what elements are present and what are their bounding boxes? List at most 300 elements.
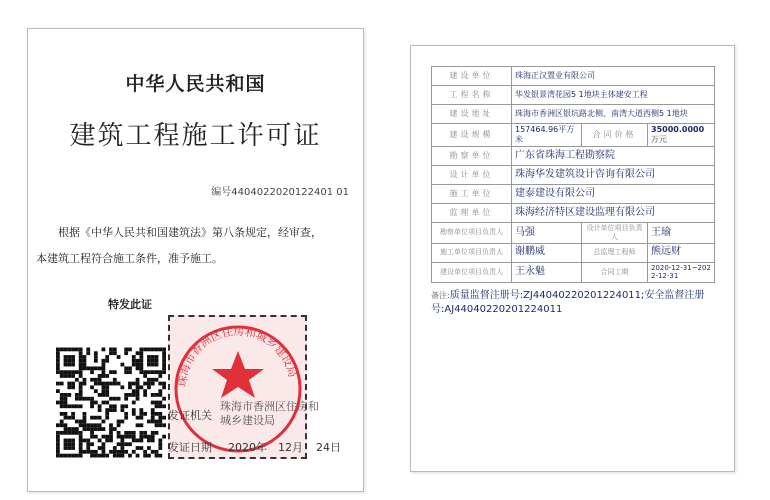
qr-module [124, 393, 128, 397]
qr-module [56, 439, 60, 443]
qr-module [56, 366, 60, 370]
qr-module [64, 348, 68, 352]
qr-module [86, 348, 90, 352]
qr-module [147, 435, 151, 439]
qr-module [139, 355, 143, 359]
qr-module [60, 404, 64, 408]
qr-module [147, 355, 151, 359]
qr-module [162, 404, 166, 408]
qr-module [113, 454, 117, 458]
table-row [432, 223, 715, 244]
qr-module [162, 397, 166, 401]
qr-module [162, 355, 166, 359]
qr-module [124, 370, 128, 374]
qr-module [132, 382, 136, 386]
qr-module [102, 374, 106, 378]
qr-module [64, 370, 68, 374]
qr-module [120, 442, 124, 446]
qr-module [71, 370, 75, 374]
qr-module [56, 454, 60, 458]
qr-module [60, 420, 64, 424]
qr-module [162, 348, 166, 352]
qr-module [139, 359, 143, 363]
qr-module [98, 378, 102, 382]
qr-module [67, 416, 71, 420]
qr-module [56, 431, 60, 435]
qr-module [86, 446, 90, 450]
qr-module [139, 351, 143, 355]
qr-module [90, 366, 94, 370]
row-value: 珠海市香洲区银坑路北侧、南湾大道西侧5 1地块 [512, 105, 715, 124]
qr-module [90, 370, 94, 374]
qr-module [98, 374, 102, 378]
qr-module [94, 351, 98, 355]
qr-module [71, 412, 75, 416]
qr-module [79, 348, 83, 352]
row-value: 珠海经济特区建设监理有限公司 [512, 204, 715, 223]
person-label: 建设单位项目负责人 [432, 262, 512, 283]
qr-module [151, 359, 155, 363]
qr-module [147, 454, 151, 458]
qr-module [56, 355, 60, 359]
qr-module [98, 454, 102, 458]
qr-module [132, 389, 136, 393]
qr-module [79, 423, 83, 427]
qr-module [60, 393, 64, 397]
qr-module [158, 439, 162, 443]
qr-module [117, 450, 121, 454]
qr-module [67, 427, 71, 431]
qr-module [60, 374, 64, 378]
qr-module [79, 385, 83, 389]
qr-module [67, 454, 71, 458]
qr-module [139, 366, 143, 370]
qr-module [102, 420, 106, 424]
qr-module [79, 454, 83, 458]
qr-module [143, 431, 147, 435]
qr-module [139, 439, 143, 443]
qr-module [56, 435, 60, 439]
qr-module [120, 450, 124, 454]
qr-module [86, 427, 90, 431]
qr-module [124, 412, 128, 416]
qr-module [151, 431, 155, 435]
qr-module [151, 408, 155, 412]
person-label: 施工单位项目负责人 [432, 243, 512, 262]
qr-module [86, 351, 90, 355]
qr-module [117, 442, 121, 446]
row-label2: 合同价格 [582, 124, 648, 147]
qr-module [113, 348, 117, 352]
qr-module [147, 378, 151, 382]
qr-module [83, 423, 87, 427]
qr-module [158, 370, 162, 374]
qr-module [79, 439, 83, 443]
qr-module [151, 450, 155, 454]
qr-module [139, 416, 143, 420]
qr-module [64, 442, 68, 446]
qr-module [67, 370, 71, 374]
qr-module [67, 385, 71, 389]
qr-module [94, 435, 98, 439]
qr-module [109, 397, 113, 401]
qr-module [79, 446, 83, 450]
qr-module [136, 397, 140, 401]
qr-module [79, 404, 83, 408]
qr-module [56, 359, 60, 363]
qr-module [94, 423, 98, 427]
qr-module [56, 389, 60, 393]
qr-module [90, 404, 94, 408]
permit-right-page [410, 45, 735, 472]
qr-module [71, 355, 75, 359]
qr-module [102, 370, 106, 374]
qr-module [98, 423, 102, 427]
qr-module [124, 404, 128, 408]
qr-module [60, 370, 64, 374]
qr-module [139, 435, 143, 439]
qr-module [124, 450, 128, 454]
qr-module [155, 420, 159, 424]
qr-module [90, 397, 94, 401]
table-row [432, 243, 715, 262]
qr-module [79, 397, 83, 401]
qr-module [98, 366, 102, 370]
row-label: 建设规模 [432, 124, 512, 147]
qr-module [147, 420, 151, 424]
qr-module [67, 431, 71, 435]
qr-module [102, 366, 106, 370]
qr-module [83, 363, 87, 367]
qr-module [113, 427, 117, 431]
qr-module [71, 359, 75, 363]
qr-module [136, 454, 140, 458]
row-label: 施工单位 [432, 185, 512, 204]
qr-module [120, 385, 124, 389]
qr-module [162, 416, 166, 420]
qr-module [98, 382, 102, 386]
date-month: 12月 [278, 441, 303, 454]
qr-module [94, 382, 98, 386]
qr-module [124, 416, 128, 420]
qr-module [155, 401, 159, 405]
row-label: 工程名称 [432, 86, 512, 105]
right-content [431, 66, 714, 317]
qr-module [94, 454, 98, 458]
qr-module [132, 355, 136, 359]
qr-module [147, 363, 151, 367]
permit-number: 编号4404022020122401 01 [211, 187, 349, 198]
qr-module [155, 450, 159, 454]
qr-module [158, 348, 162, 352]
qr-module [162, 359, 166, 363]
row-label: 监理单位 [432, 204, 512, 223]
qr-module [139, 408, 143, 412]
qr-module [60, 423, 64, 427]
table-row [432, 204, 715, 223]
qr-module [155, 423, 159, 427]
qr-module [71, 348, 75, 352]
qr-module [79, 431, 83, 435]
person-label: 勘察单位项目负责人 [432, 223, 512, 244]
qr-module [90, 401, 94, 405]
qr-module [128, 442, 132, 446]
qr-module [151, 382, 155, 386]
qr-module [64, 363, 68, 367]
qr-module [83, 355, 87, 359]
qr-module [139, 423, 143, 427]
qr-module [90, 423, 94, 427]
qr-module [143, 374, 147, 378]
qr-module [158, 393, 162, 397]
qr-module [136, 393, 140, 397]
qr-module [143, 435, 147, 439]
qr-module [136, 416, 140, 420]
qr-module [155, 412, 159, 416]
qr-module [162, 370, 166, 374]
qr-module [117, 382, 121, 386]
person-value: 谢鹏威 [512, 243, 582, 262]
qr-module [124, 348, 128, 352]
qr-module [71, 382, 75, 386]
qr-module [75, 454, 79, 458]
qr-module [120, 435, 124, 439]
qr-module [120, 408, 124, 412]
qr-module [105, 393, 109, 397]
country-heading: 中华人民共和国 [125, 73, 266, 95]
qr-module [136, 378, 140, 382]
qr-module [105, 401, 109, 405]
qr-module [162, 435, 166, 439]
project-info-table [431, 66, 715, 283]
qr-module [117, 454, 121, 458]
qr-module [79, 359, 83, 363]
row-label: 建设单位 [432, 67, 512, 86]
qr-module [113, 408, 117, 412]
qr-module [71, 374, 75, 378]
qr-module [64, 374, 68, 378]
qr-module [136, 423, 140, 427]
qr-module [105, 408, 109, 412]
table-row [432, 67, 715, 86]
qr-module [102, 435, 106, 439]
qr-module [67, 446, 71, 450]
qr-module [139, 412, 143, 416]
qr-module [128, 385, 132, 389]
qr-module [105, 359, 109, 363]
qr-module [105, 454, 109, 458]
qr-module [90, 378, 94, 382]
qr-module [132, 431, 136, 435]
qr-module [158, 423, 162, 427]
row-value: 珠海华发建筑设计咨询有限公司 [512, 166, 715, 185]
table-row [432, 105, 715, 124]
qr-module [102, 450, 106, 454]
qr-module [158, 416, 162, 420]
qr-module [151, 370, 155, 374]
qr-module [128, 454, 132, 458]
remarks-label: 备注: [431, 291, 450, 300]
qr-module [143, 389, 147, 393]
qr-module [83, 382, 87, 386]
qr-module [75, 348, 79, 352]
qr-module [158, 446, 162, 450]
qr-module [120, 404, 124, 408]
qr-module [102, 385, 106, 389]
seal-text: 珠海市香洲区住房和城乡建设局 [175, 324, 300, 388]
qr-module [71, 446, 75, 450]
qr-module [64, 393, 68, 397]
qr-module [102, 427, 106, 431]
qr-module [158, 374, 162, 378]
qr-module [120, 446, 124, 450]
qr-module [98, 416, 102, 420]
qr-module [120, 454, 124, 458]
qr-module [105, 435, 109, 439]
qr-module [155, 431, 159, 435]
qr-module [60, 454, 64, 458]
qr-module [109, 427, 113, 431]
qr-module [147, 446, 151, 450]
qr-module [79, 370, 83, 374]
qr-module [83, 359, 87, 363]
qr-module [64, 431, 68, 435]
qr-module [109, 431, 113, 435]
qr-module [60, 431, 64, 435]
qr-module [79, 382, 83, 386]
qr-module [143, 370, 147, 374]
qr-module [94, 401, 98, 405]
qr-module [64, 446, 68, 450]
qr-module [79, 351, 83, 355]
qr-module [136, 359, 140, 363]
qr-module [132, 439, 136, 443]
qr-module [143, 454, 147, 458]
qr-module [75, 370, 79, 374]
qr-module [75, 404, 79, 408]
qr-module [56, 382, 60, 386]
qr-module [79, 366, 83, 370]
row-label: 建设地址 [432, 105, 512, 124]
qr-module [98, 439, 102, 443]
qr-module [98, 393, 102, 397]
star-icon [212, 351, 264, 398]
qr-module [151, 412, 155, 416]
qr-module [56, 351, 60, 355]
qr-module [94, 416, 98, 420]
qr-module [64, 416, 68, 420]
qr-module [56, 450, 60, 454]
qr-module [158, 454, 162, 458]
qr-module [83, 420, 87, 424]
qr-module [79, 355, 83, 359]
qr-module [83, 412, 87, 416]
qr-module [67, 363, 71, 367]
qr-module [94, 355, 98, 359]
qr-module [71, 363, 75, 367]
qr-module [98, 408, 102, 412]
qr-module [113, 351, 117, 355]
qr-module [143, 382, 147, 386]
permit-text-line2: 本建筑工程符合施工条件，准予施工。 [36, 252, 223, 265]
qr-module [132, 359, 136, 363]
table-row [432, 147, 715, 166]
table-row [432, 166, 715, 185]
qr-module [139, 431, 143, 435]
qr-module [151, 439, 155, 443]
qr-module [94, 366, 98, 370]
qr-module [151, 401, 155, 405]
qr-module [120, 439, 124, 443]
qr-module [64, 423, 68, 427]
authority-label: 发证机关 [168, 409, 212, 422]
qr-module [71, 404, 75, 408]
date-label: 发证日期 [168, 441, 212, 454]
person-label2: 合同工期 [582, 262, 648, 283]
qr-module [128, 435, 132, 439]
qr-module [105, 412, 109, 416]
qr-module [71, 442, 75, 446]
qr-module [71, 454, 75, 458]
qr-module [139, 446, 143, 450]
qr-module [67, 355, 71, 359]
qr-module [90, 435, 94, 439]
qr-module [155, 454, 159, 458]
qr-module [86, 442, 90, 446]
qr-module [124, 366, 128, 370]
qr-module [67, 442, 71, 446]
qr-module [71, 427, 75, 431]
qr-module [71, 439, 75, 443]
person-value2: 王瑜 [648, 223, 715, 244]
qr-module [136, 439, 140, 443]
qr-module [128, 382, 132, 386]
qr-module [151, 363, 155, 367]
qr-module [158, 442, 162, 446]
qr-module [94, 359, 98, 363]
qr-module [102, 363, 106, 367]
qr-module [90, 454, 94, 458]
qr-module [136, 382, 140, 386]
qr-module [158, 412, 162, 416]
qr-module [151, 348, 155, 352]
qr-module [109, 435, 113, 439]
qr-module [155, 359, 159, 363]
qr-module [155, 393, 159, 397]
qr-module [56, 401, 60, 405]
qr-module [79, 435, 83, 439]
qr-module [105, 374, 109, 378]
qr-module [120, 420, 124, 424]
qr-module [90, 427, 94, 431]
qr-module [128, 348, 132, 352]
qr-module [139, 348, 143, 352]
qr-module [102, 454, 106, 458]
qr-module [147, 359, 151, 363]
permit-text-line1: 根据《中华人民共和国建筑法》第八条规定，经审查， [58, 226, 322, 239]
qr-module [83, 366, 87, 370]
qr-module [143, 393, 147, 397]
qr-module [162, 423, 166, 427]
person-value2: 熊远财 [648, 243, 715, 262]
row-label: 设计单位 [432, 166, 512, 185]
qr-module [132, 435, 136, 439]
qr-module [94, 378, 98, 382]
qr-module [64, 454, 68, 458]
person-label2: 总监理工程师 [582, 243, 648, 262]
qr-module [155, 404, 159, 408]
remarks-text: 质量监督注册号:ZJ44040220201224011;安全监督注册号:AJ44040220201224011 [431, 290, 705, 315]
